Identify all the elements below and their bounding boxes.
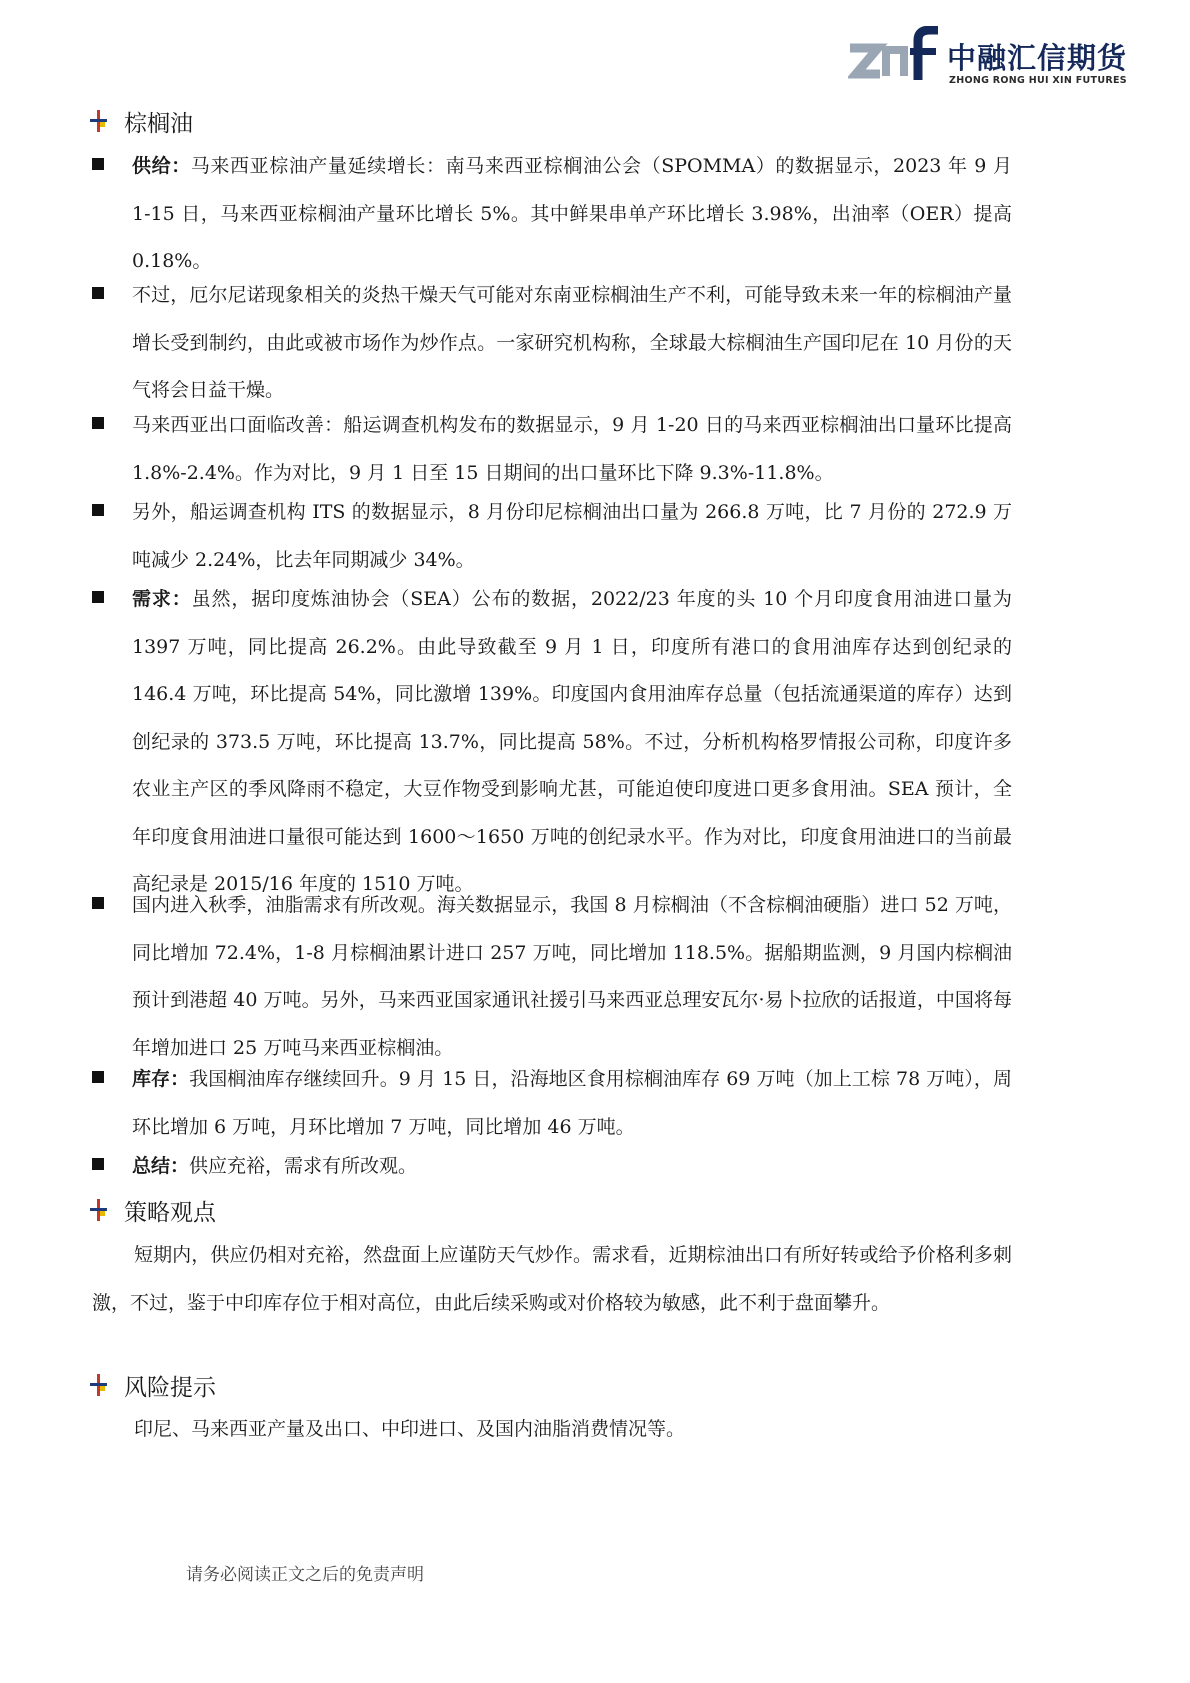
item-text: 国内进入秋季，油脂需求有所改观。海关数据显示，我国 8 月棕榈油（不含棕榈油硬脂）进口 52 万吨，同比增加 72.4%，1-8 月棕榈油累计进口 257 万吨，同比增加 118.5%。据船期监测，9 月国内棕榈油预计到港超 40 万吨。另外，马来西亚国家通讯社援引马来西亚总理安瓦尔·易卜拉欣的话报道，中国将每年增加进口 25 万吨马来西亚棕榈油。 xyxy=(132,894,1012,1059)
item-text: 供应充裕，需求有所改观。 xyxy=(189,1155,418,1177)
section-title: 策略观点 xyxy=(124,1199,216,1226)
item-text: 马来西亚棕油产量延续增长：南马来西亚棕榈油公会（SPOMMA）的数据显示，2023 年 9 月 1-15 日，马来西亚棕榈油产量环比增长 5%。其中鲜果串单产环比增长 3.98%，出油率（OER）提高 0.18%。 xyxy=(132,155,1012,272)
list-item xyxy=(92,882,1012,1072)
item-text: 马来西亚出口面临改善：船运调查机构发布的数据显示，9 月 1-20 日的马来西亚棕榈油出口量环比提高 1.8%-2.4%。作为对比，9 月 1 日至 15 日期间的出口量环比下降 9.3%-11.8%。 xyxy=(132,414,1012,484)
section-heading-strategy xyxy=(90,1193,216,1227)
item-label: 总结： xyxy=(132,1155,190,1177)
section-heading-palm-oil xyxy=(90,104,193,138)
list-item xyxy=(92,1143,1012,1191)
square-bullet-icon xyxy=(92,897,104,909)
list-item xyxy=(92,272,1012,415)
znf-logo-mark xyxy=(848,26,940,82)
list-item xyxy=(92,576,1012,909)
square-bullet-icon xyxy=(92,158,104,170)
section-heading-risk xyxy=(90,1368,216,1402)
item-text: 不过，厄尔尼诺现象相关的炎热干燥天气可能对东南亚棕榈油生产不利，可能导致未来一年的棕榈油产量增长受到制约，由此或被市场作为炒作点。一家研究机构称，全球最大棕榈油生产国印尼在 10 月份的天气将会日益干燥。 xyxy=(132,284,1012,401)
list-item xyxy=(92,1056,1012,1151)
item-label: 需求： xyxy=(132,588,192,610)
section-title: 棕榈油 xyxy=(124,110,193,137)
square-bullet-icon xyxy=(92,1071,104,1083)
section-marker-icon xyxy=(90,1374,108,1396)
section-marker-icon xyxy=(90,1199,108,1221)
square-bullet-icon xyxy=(92,504,104,516)
square-bullet-icon xyxy=(92,287,104,299)
section-title: 风险提示 xyxy=(124,1374,216,1401)
strategy-paragraph: 短期内，供应仍相对充裕，然盘面上应谨防天气炒作。需求看，近期棕油出口有所好转或给予价格利多刺激，不过，鉴于中印库存位于相对高位，由此后续采购或对价格较为敏感，此不利于盘面攀升。 xyxy=(92,1244,1012,1314)
company-name-cn: 中融汇信期货 xyxy=(947,41,1128,75)
square-bullet-icon xyxy=(92,591,104,603)
list-item xyxy=(92,143,1012,286)
item-text: 我国榈油库存继续回升。9 月 15 日，沿海地区食用棕榈油库存 69 万吨（加上工棕 78 万吨），周环比增加 6 万吨，月环比增加 7 万吨，同比增加 46 万吨。 xyxy=(132,1068,1012,1138)
disclaimer-footer: 请务必阅读正文之后的免责声明 xyxy=(186,1565,424,1585)
item-text: 另外，船运调查机构 ITS 的数据显示，8 月份印尼棕榈油出口量为 266.8 万吨，比 7 月份的 272.9 万吨减少 2.24%，比去年同期减少 34%。 xyxy=(132,501,1012,571)
company-logo xyxy=(848,26,1148,90)
square-bullet-icon xyxy=(92,1158,104,1170)
company-name-en: ZHONG RONG HUI XIN FUTURES xyxy=(949,75,1127,86)
item-label: 供给： xyxy=(132,155,191,177)
list-item xyxy=(92,489,1012,584)
square-bullet-icon xyxy=(92,417,104,429)
list-item xyxy=(92,402,1012,497)
section-marker-icon xyxy=(90,110,108,132)
item-label: 库存： xyxy=(132,1068,190,1090)
item-text: 虽然，据印度炼油协会（SEA）公布的数据，2022/23 年度的头 10 个月印度食用油进口量为 1397 万吨，同比提高 26.2%。由此导致截至 9 月 1 日，印度所有港口的食用油库存达到创纪录的 146.4 万吨，环比提高 54%，同比激增 139%。印度国内食用油库存总量（包括流通渠道的库存）达到创纪录的 373.5 万吨，环比提高 13.7%，同比提高 58%。不过，分析机构格罗情报公司称，印度许多农业主产区的季风降雨不稳定，大豆作物受到影响尤甚，可能迫使印度进口更多食用油。SEA 预计，全年印度食用油进口量很可能达到 1600～1650 万吨的创纪录水平。作为对比，印度食用油进口的当前最高纪录是 2015/16 年度的 1510 万吨。 xyxy=(132,588,1012,895)
risk-paragraph: 印尼、马来西亚产量及出口、中印进口、及国内油脂消费情况等。 xyxy=(134,1418,686,1440)
